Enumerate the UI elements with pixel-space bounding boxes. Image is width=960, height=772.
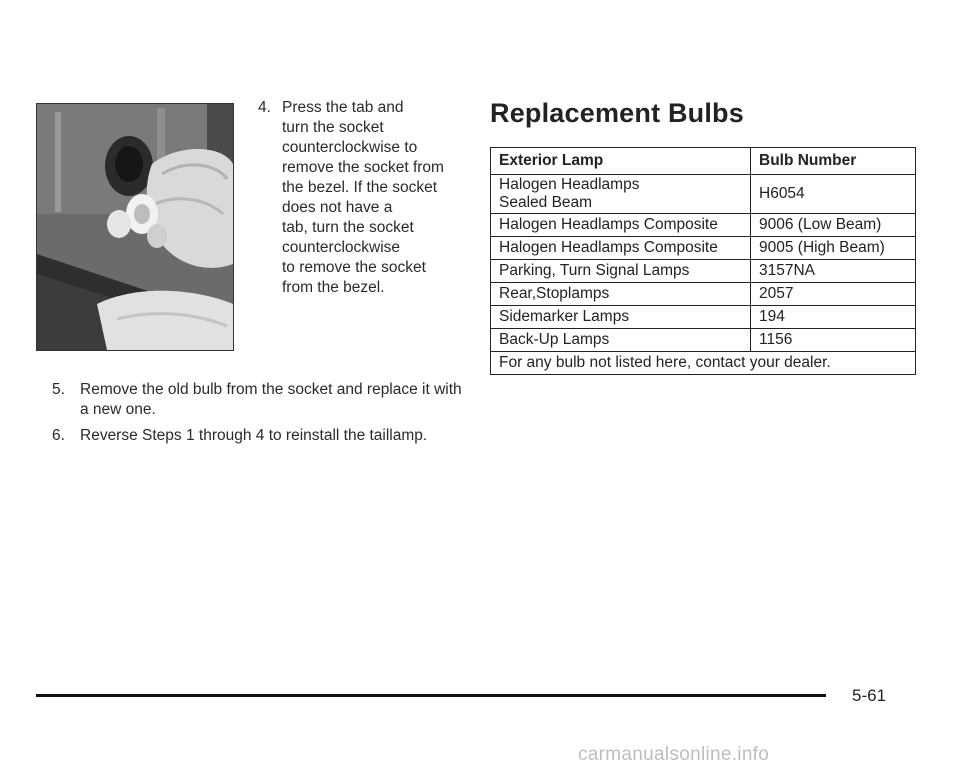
table-row	[491, 175, 916, 214]
bulb-cell: 9006 (Low Beam)	[751, 214, 916, 237]
lamp-cell: Rear,Stoplamps	[491, 283, 751, 306]
column-header-exterior-lamp: Exterior Lamp	[491, 148, 751, 175]
step-number: 6.	[52, 427, 65, 444]
lamp-cell	[491, 175, 751, 214]
step-5	[52, 380, 472, 420]
table-header-row	[491, 148, 916, 175]
table-row	[491, 283, 916, 306]
section-title: Replacement Bulbs	[490, 98, 744, 128]
bulb-cell: 2057	[751, 283, 916, 306]
table-row	[491, 214, 916, 237]
lamp-cell: Parking, Turn Signal Lamps	[491, 260, 751, 283]
lamp-cell: Halogen Headlamps Composite	[491, 214, 751, 237]
bulb-cell: H6054	[751, 175, 916, 214]
bulb-cell: 9005 (High Beam)	[751, 237, 916, 260]
step-number: 4.	[258, 99, 271, 116]
bulb-cell: 1156	[751, 329, 916, 352]
lamp-cell: Back-Up Lamps	[491, 329, 751, 352]
step-text: Reverse Steps 1 through 4 to reinstall the taillamp.	[80, 427, 428, 444]
table-note-row	[491, 352, 916, 375]
table-row	[491, 260, 916, 283]
step-text: Remove the old bulb from the socket and replace it with a new one.	[80, 381, 462, 418]
watermark: carmanualsonline.info	[578, 744, 770, 765]
lamp-name: Halogen Headlamps Sealed Beam	[499, 176, 640, 211]
replacement-bulbs-table	[490, 147, 916, 375]
table-row	[491, 306, 916, 329]
socket-removal-photo	[36, 103, 234, 351]
table-note: For any bulb not listed here, contact your dealer.	[491, 352, 916, 375]
table-row	[491, 237, 916, 260]
column-header-bulb-number: Bulb Number	[751, 148, 916, 175]
bulb-cell: 194	[751, 306, 916, 329]
step-4	[258, 98, 458, 298]
step-number: 5.	[52, 381, 65, 398]
lamp-cell: Halogen Headlamps Composite	[491, 237, 751, 260]
table-row	[491, 329, 916, 352]
step-list	[52, 380, 472, 452]
step-6	[52, 426, 472, 446]
lamp-cell: Sidemarker Lamps	[491, 306, 751, 329]
bulb-cell: 3157NA	[751, 260, 916, 283]
step-text: Press the tab and turn the socket counterclockwise to remove the socket from the bezel. If the socket does not have a tab, turn the socket counterclockwise to remove the socket from the bezel.	[282, 99, 444, 296]
hand-socket-illustration	[37, 104, 233, 350]
footer-rule	[36, 694, 826, 697]
page-number: 5-61	[852, 686, 887, 705]
